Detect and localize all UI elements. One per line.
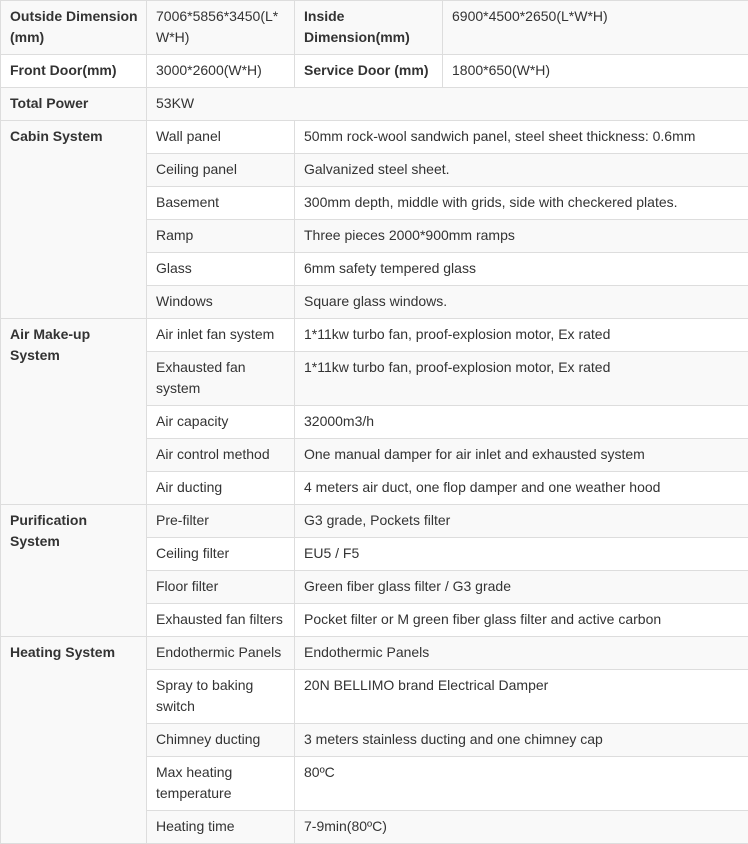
item-name: Ceiling panel (147, 154, 295, 187)
table-row (1, 88, 748, 121)
item-spec: 7-9min(80ºC) (295, 811, 748, 844)
item-spec: EU5 / F5 (295, 538, 748, 571)
item-spec: Three pieces 2000*900mm ramps (295, 220, 748, 253)
item-spec: 3 meters stainless ducting and one chimney cap (295, 724, 748, 757)
item-spec: Endothermic Panels (295, 637, 748, 670)
front-door-label: Front Door(mm) (1, 55, 147, 88)
table-row (1, 121, 748, 154)
item-spec: 1*11kw turbo fan, proof-explosion motor, Ex rated (295, 352, 748, 406)
item-name: Chimney ducting (147, 724, 295, 757)
item-name: Pre-filter (147, 505, 295, 538)
item-spec: 80ºC (295, 757, 748, 811)
item-spec: 32000m3/h (295, 406, 748, 439)
service-door-label: Service Door (mm) (295, 55, 443, 88)
item-name: Windows (147, 286, 295, 319)
item-spec: Pocket filter or M green fiber glass filter and active carbon (295, 604, 748, 637)
item-spec: 20N BELLIMO brand Electrical Damper (295, 670, 748, 724)
item-name: Endothermic Panels (147, 637, 295, 670)
item-spec: 1*11kw turbo fan, proof-explosion motor, Ex rated (295, 319, 748, 352)
item-spec: 50mm rock-wool sandwich panel, steel sheet thickness: 0.6mm (295, 121, 748, 154)
item-name: Ramp (147, 220, 295, 253)
item-spec: 300mm depth, middle with grids, side with checkered plates. (295, 187, 748, 220)
item-spec: Square glass windows. (295, 286, 748, 319)
item-spec: G3 grade, Pockets filter (295, 505, 748, 538)
outside-dimension-value: 7006*5856*3450(L*W*H) (147, 1, 295, 55)
item-spec: Galvanized steel sheet. (295, 154, 748, 187)
inside-dimension-label: Inside Dimension(mm) (295, 1, 443, 55)
item-name: Exhausted fan system (147, 352, 295, 406)
item-name: Spray to baking switch (147, 670, 295, 724)
item-spec: Green fiber glass filter / G3 grade (295, 571, 748, 604)
total-power-value: 53KW (147, 88, 748, 121)
table-row (1, 319, 748, 352)
item-name: Wall panel (147, 121, 295, 154)
total-power-label: Total Power (1, 88, 147, 121)
item-name: Air capacity (147, 406, 295, 439)
item-name: Exhausted fan filters (147, 604, 295, 637)
item-name: Basement (147, 187, 295, 220)
item-spec: One manual damper for air inlet and exhausted system (295, 439, 748, 472)
outside-dimension-label: Outside Dimension (mm) (1, 1, 147, 55)
section-name: Cabin System (1, 121, 147, 319)
front-door-value: 3000*2600(W*H) (147, 55, 295, 88)
item-name: Air ducting (147, 472, 295, 505)
spec-table-body (1, 1, 748, 844)
item-name: Glass (147, 253, 295, 286)
inside-dimension-value: 6900*4500*2650(L*W*H) (443, 1, 748, 55)
item-spec: 6mm safety tempered glass (295, 253, 748, 286)
item-spec: 4 meters air duct, one flop damper and one weather hood (295, 472, 748, 505)
table-row (1, 1, 748, 55)
table-row (1, 637, 748, 670)
item-name: Heating time (147, 811, 295, 844)
section-name: Heating System (1, 637, 147, 844)
item-name: Floor filter (147, 571, 295, 604)
section-name: Purification System (1, 505, 147, 637)
section-name: Air Make-up System (1, 319, 147, 505)
service-door-value: 1800*650(W*H) (443, 55, 748, 88)
item-name: Ceiling filter (147, 538, 295, 571)
table-row (1, 505, 748, 538)
item-name: Air control method (147, 439, 295, 472)
item-name: Air inlet fan system (147, 319, 295, 352)
item-name: Max heating temperature (147, 757, 295, 811)
table-row (1, 55, 748, 88)
